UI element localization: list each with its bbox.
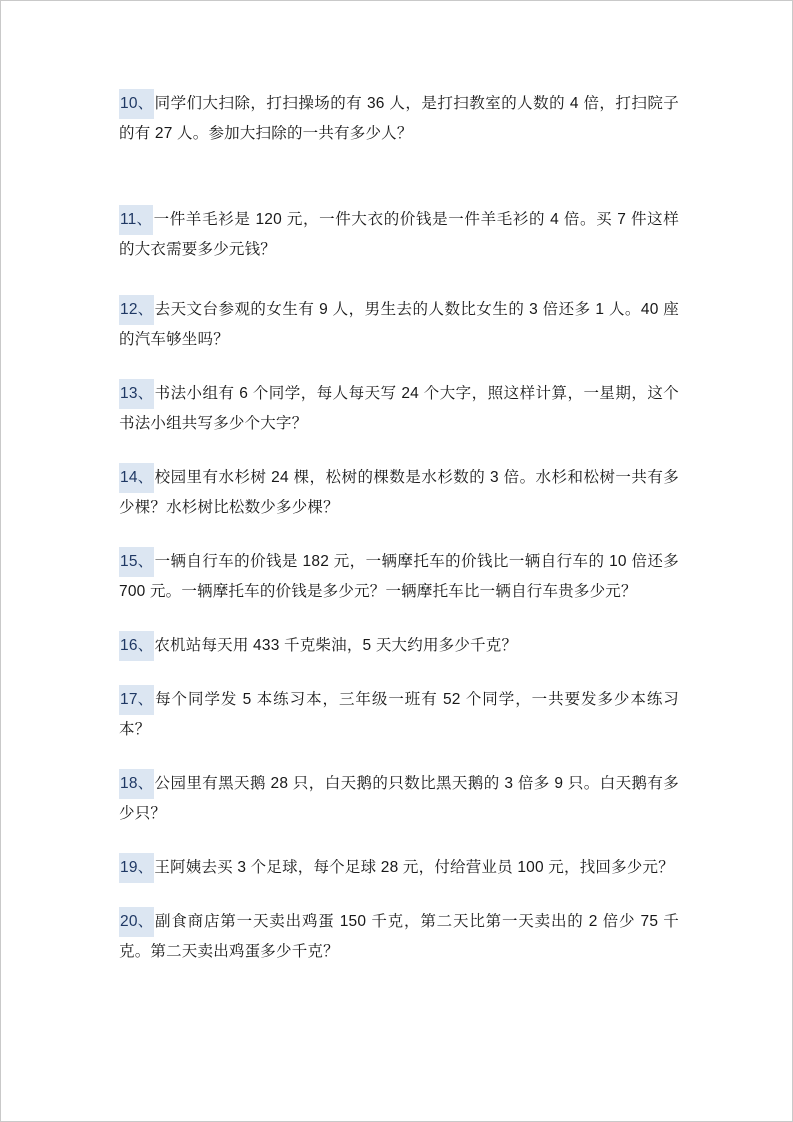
problem-number: 16、: [119, 631, 154, 661]
problem-text: 去天文台参观的女生有 9 人，男生去的人数比女生的 3 倍还多 1 人。40 座的汽车够坐吗？: [119, 301, 679, 348]
problem-text: 一件羊毛衫是 120 元，一件大衣的价钱是一件羊毛衫的 4 倍。买 7 件这样的大衣需要多少元钱？: [119, 211, 679, 258]
list-item: [119, 853, 679, 883]
problem-text: 副食商店第一天卖出鸡蛋 150 千克，第二天比第一天卖出的 2 倍少 75 千克。第二天卖出鸡蛋多少千克？: [119, 913, 679, 960]
list-item: [119, 631, 679, 661]
list-item: [119, 89, 679, 149]
problem-text: 农机站每天用 433 千克柴油，5 天大约用多少千克？: [154, 637, 518, 654]
problem-number: 19、: [119, 853, 154, 883]
problem-number: 12、: [119, 295, 154, 325]
problem-number: 20、: [119, 907, 154, 937]
problem-number: 18、: [119, 769, 154, 799]
list-item: [119, 547, 679, 607]
list-item: [119, 463, 679, 523]
problem-text: 同学们大扫除，打扫操场的有 36 人，是打扫教室的人数的 4 倍，打扫院子的有 27 人。参加大扫除的一共有多少人？: [119, 95, 679, 142]
problem-number: 10、: [119, 89, 154, 119]
problem-text: 王阿姨去买 3 个足球，每个足球 28 元，付给营业员 100 元，找回多少元？: [154, 859, 674, 876]
list-item: [119, 205, 679, 265]
list-item: [119, 295, 679, 355]
problem-number: 14、: [119, 463, 154, 493]
list-item: [119, 685, 679, 745]
list-item: [119, 907, 679, 967]
problem-text: 校园里有水杉树 24 棵，松树的棵数是水杉数的 3 倍。水杉和松树一共有多少棵？水杉树比松数少多少棵？: [119, 469, 679, 516]
problem-text: 公园里有黑天鹅 28 只，白天鹅的只数比黑天鹅的 3 倍多 9 只。白天鹅有多少只？: [119, 775, 679, 822]
list-item: [119, 769, 679, 829]
problem-text: 每个同学发 5 本练习本，三年级一班有 52 个同学，一共要发多少本练习本？: [119, 691, 679, 738]
problem-number: 13、: [119, 379, 154, 409]
problem-number: 11、: [119, 205, 153, 235]
problem-text: 书法小组有 6 个同学，每人每天写 24 个大字，照这样计算，一星期，这个书法小组共写多少个大字？: [119, 385, 679, 432]
problem-number: 17、: [119, 685, 154, 715]
problem-text: 一辆自行车的价钱是 182 元，一辆摩托车的价钱比一辆自行车的 10 倍还多 700 元。一辆摩托车的价钱是多少元？一辆摩托车比一辆自行车贵多少元？: [119, 553, 679, 600]
problem-list: [119, 89, 679, 991]
problem-number: 15、: [119, 547, 154, 577]
list-item: [119, 379, 679, 439]
